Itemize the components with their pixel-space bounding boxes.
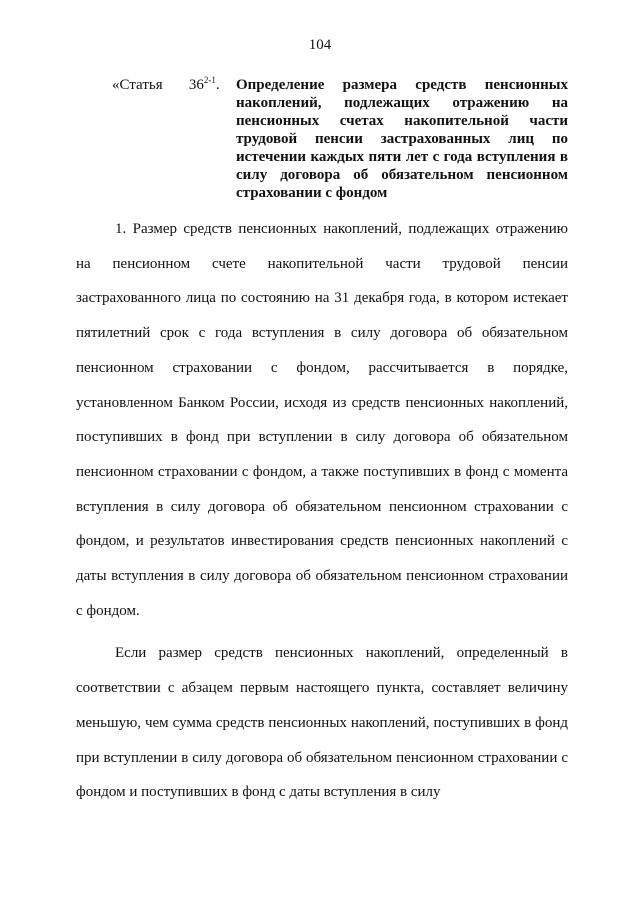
paragraph-2: Если размер средств пенсионных накоплений, определенный в соответствии с абзацем первым настоящего пункта, составляет величину меньшую, чем сумма средств пенсионных накоплений, поступивших в фонд при вступлении в силу договора об обязательном пенсионном страховании с фондом и поступивших в фонд с даты вступления в силу <box>76 645 568 801</box>
paragraph-1: 1. Размер средств пенсионных накоплений, подлежащих отражению на пенсионном счете накопительной части трудовой пенсии застрахованного лица по состоянию на 31 декабря года, в котором истекает пятилетний срок с года вступления в силу договора об обязательном пенсионном страховании с фондом, рассчитывается в порядке, установленном Банком России, исходя из средств пенсионных накоплений, поступивших в фонд при вступлении в силу договора об обязательном пенсионном страховании с фондом, а также поступивших в фонд с момента вступления в силу договора об обязательном пенсионном страховании с фондом, и результатов инвестирования средств пенсионных накоплений с даты вступления в силу договора об обязательном пенсионном страховании с фондом. <box>76 221 568 619</box>
article-number: 36 <box>188 77 204 93</box>
article-superscript: 2-1 <box>203 75 216 85</box>
article-heading <box>112 76 568 202</box>
article-label-suffix: . <box>215 77 220 93</box>
article-label-prefix: «Статья <box>112 77 163 93</box>
article-body <box>76 212 568 810</box>
page-number: 104 <box>308 37 332 53</box>
article-title: Определение размера средств пенсионных накоплений, подлежащих отражению на пенсионных счетах накопительной части трудовой пенсии застрахованных лиц по истечении каждых пяти лет с года вступления в силу договора об обязательном пенсионном страховании с фондом <box>236 77 568 201</box>
article-label <box>112 76 234 94</box>
